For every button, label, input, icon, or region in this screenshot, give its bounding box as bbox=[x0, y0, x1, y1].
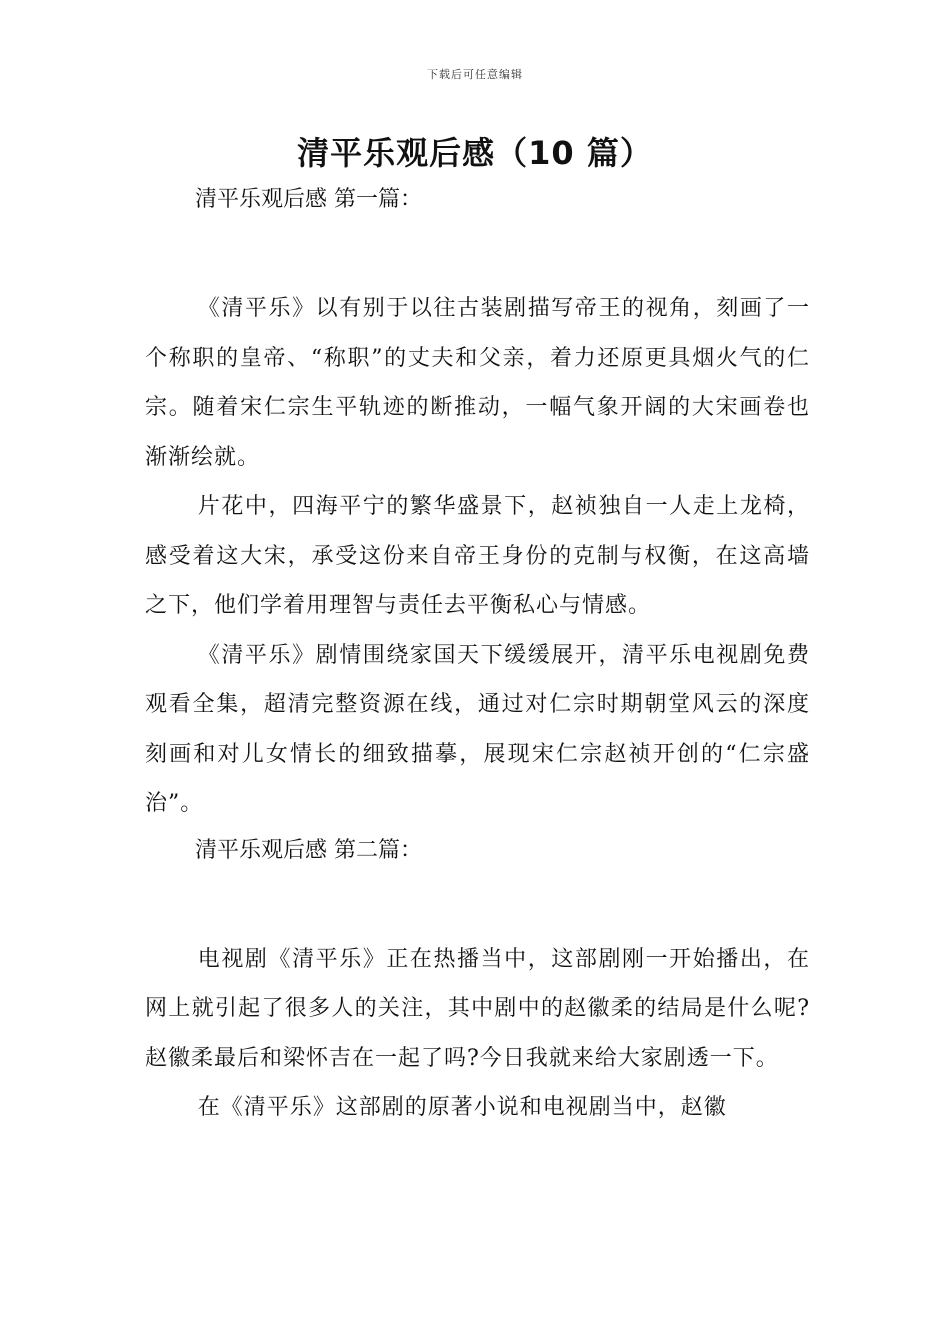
document-title: 清平乐观后感（10 篇） bbox=[297, 134, 653, 172]
section-heading-1: 清平乐观后感 第一篇： bbox=[195, 187, 422, 212]
document-body bbox=[145, 180, 810, 1133]
paragraph: 《清平乐》剧情围绕家国天下缓缓展开，清平乐电视剧免费观看全集，超清完整资源在线，通过对仁宗时期朝堂风云的深度刻画和对儿女情长的细致描摹，展现宋仁宗赵祯开创的“仁宗盛治”。 bbox=[145, 642, 810, 816]
paragraph: 片花中，四海平宁的繁华盛景下，赵祯独自一人走上龙椅，感受着这大宋，承受这份来自帝王身份的克制与权衡，在这高墙之下，他们学着用理智与责任去平衡私心与情感。 bbox=[145, 494, 810, 618]
spacer bbox=[145, 871, 810, 935]
paragraph: 电视剧《清平乐》正在热播当中，这部剧刚一开始播出，在网上就引起了很多人的关注，其中剧中的赵徽柔的结局是什么呢?赵徽柔最后和梁怀吉在一起了吗?今日我就来给大家剧透一下。 bbox=[145, 946, 810, 1071]
paragraph: 《清平乐》以有别于以往古装剧描写帝王的视角，刻画了一个称职的皇帝、“称职”的丈夫和父亲，着力还原更具烟火气的仁宗。随着宋仁宗生平轨迹的断推动，一幅气象开阔的大宋画卷也渐渐绘就。 bbox=[145, 296, 810, 470]
paragraph: 在《清平乐》这部剧的原著小说和电视剧当中，赵徽 bbox=[197, 1095, 727, 1120]
spacer bbox=[145, 220, 810, 284]
section-heading-2: 清平乐观后感 第二篇： bbox=[195, 837, 422, 863]
page-header-note: 下载后可任意编辑 bbox=[427, 68, 523, 81]
